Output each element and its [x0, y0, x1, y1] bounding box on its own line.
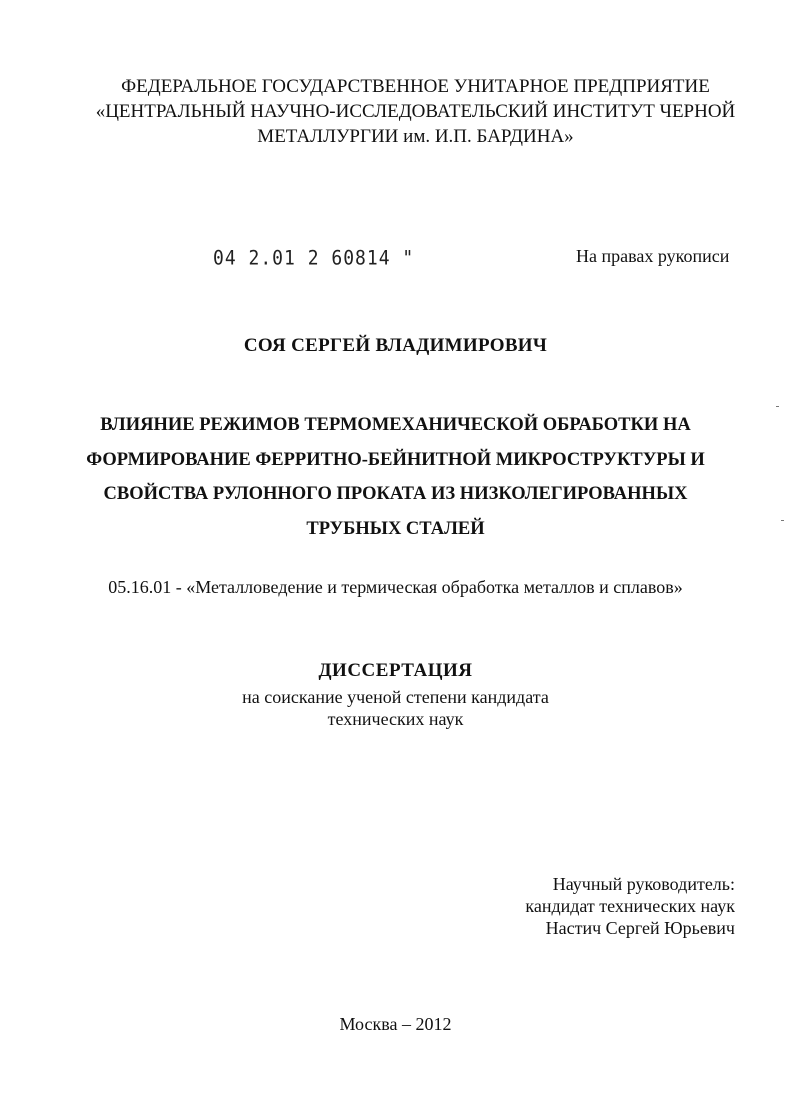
- organization-line: «ЦЕНТРАЛЬНЫЙ НАУЧНО-ИССЛЕДОВАТЕЛЬСКИЙ ИНСТИТУТ ЧЕРНОЙ: [95, 101, 736, 122]
- degree-statement: [0, 686, 791, 730]
- supervisor-role: Научный руководитель:: [552, 874, 735, 894]
- rights-note: На правах рукописи: [576, 246, 730, 266]
- scan-speck: [776, 406, 779, 407]
- supervisor-block: [525, 873, 735, 939]
- library-stamp-number: 04 2.01 2 60814 ": [213, 246, 415, 271]
- title-line: ФОРМИРОВАНИЕ ФЕРРИТНО-БЕЙНИТНОЙ МИКРОСТРУКТУРЫ И: [86, 449, 705, 470]
- supervisor-name: Настич Сергей Юрьевич: [545, 918, 735, 938]
- specialty-code: 05.16.01 - «Металловедение и термическая обработка металлов и сплавов»: [108, 577, 683, 597]
- degree-line: технических наук: [327, 709, 464, 729]
- title-line: СВОЙСТВА РУЛОННОГО ПРОКАТА ИЗ НИЗКОЛЕГИРОВАННЫХ: [103, 484, 688, 504]
- dissertation-title: [0, 408, 791, 546]
- degree-line: на соискание ученой степени кандидата: [242, 687, 549, 707]
- supervisor-degree: кандидат технических наук: [525, 896, 735, 916]
- organization-line: МЕТАЛЛУРГИИ им. И.П. БАРДИНА»: [257, 126, 574, 147]
- organization-line: ФЕДЕРАЛЬНОЕ ГОСУДАРСТВЕННОЕ УНИТАРНОЕ ПРЕДПРИЯТИЕ: [121, 76, 710, 97]
- scan-speck: [781, 520, 784, 521]
- title-line: ТРУБНЫХ СТАЛЕЙ: [306, 518, 485, 539]
- organization-header: [40, 74, 791, 149]
- title-line: ВЛИЯНИЕ РЕЖИМОВ ТЕРМОМЕХАНИЧЕСКОЙ ОБРАБОТКИ НА: [100, 415, 691, 435]
- author-name: СОЯ СЕРГЕЙ ВЛАДИМИРОВИЧ: [243, 335, 548, 356]
- city-year: Москва – 2012: [339, 1014, 452, 1034]
- document-type: ДИССЕРТАЦИЯ: [318, 660, 473, 681]
